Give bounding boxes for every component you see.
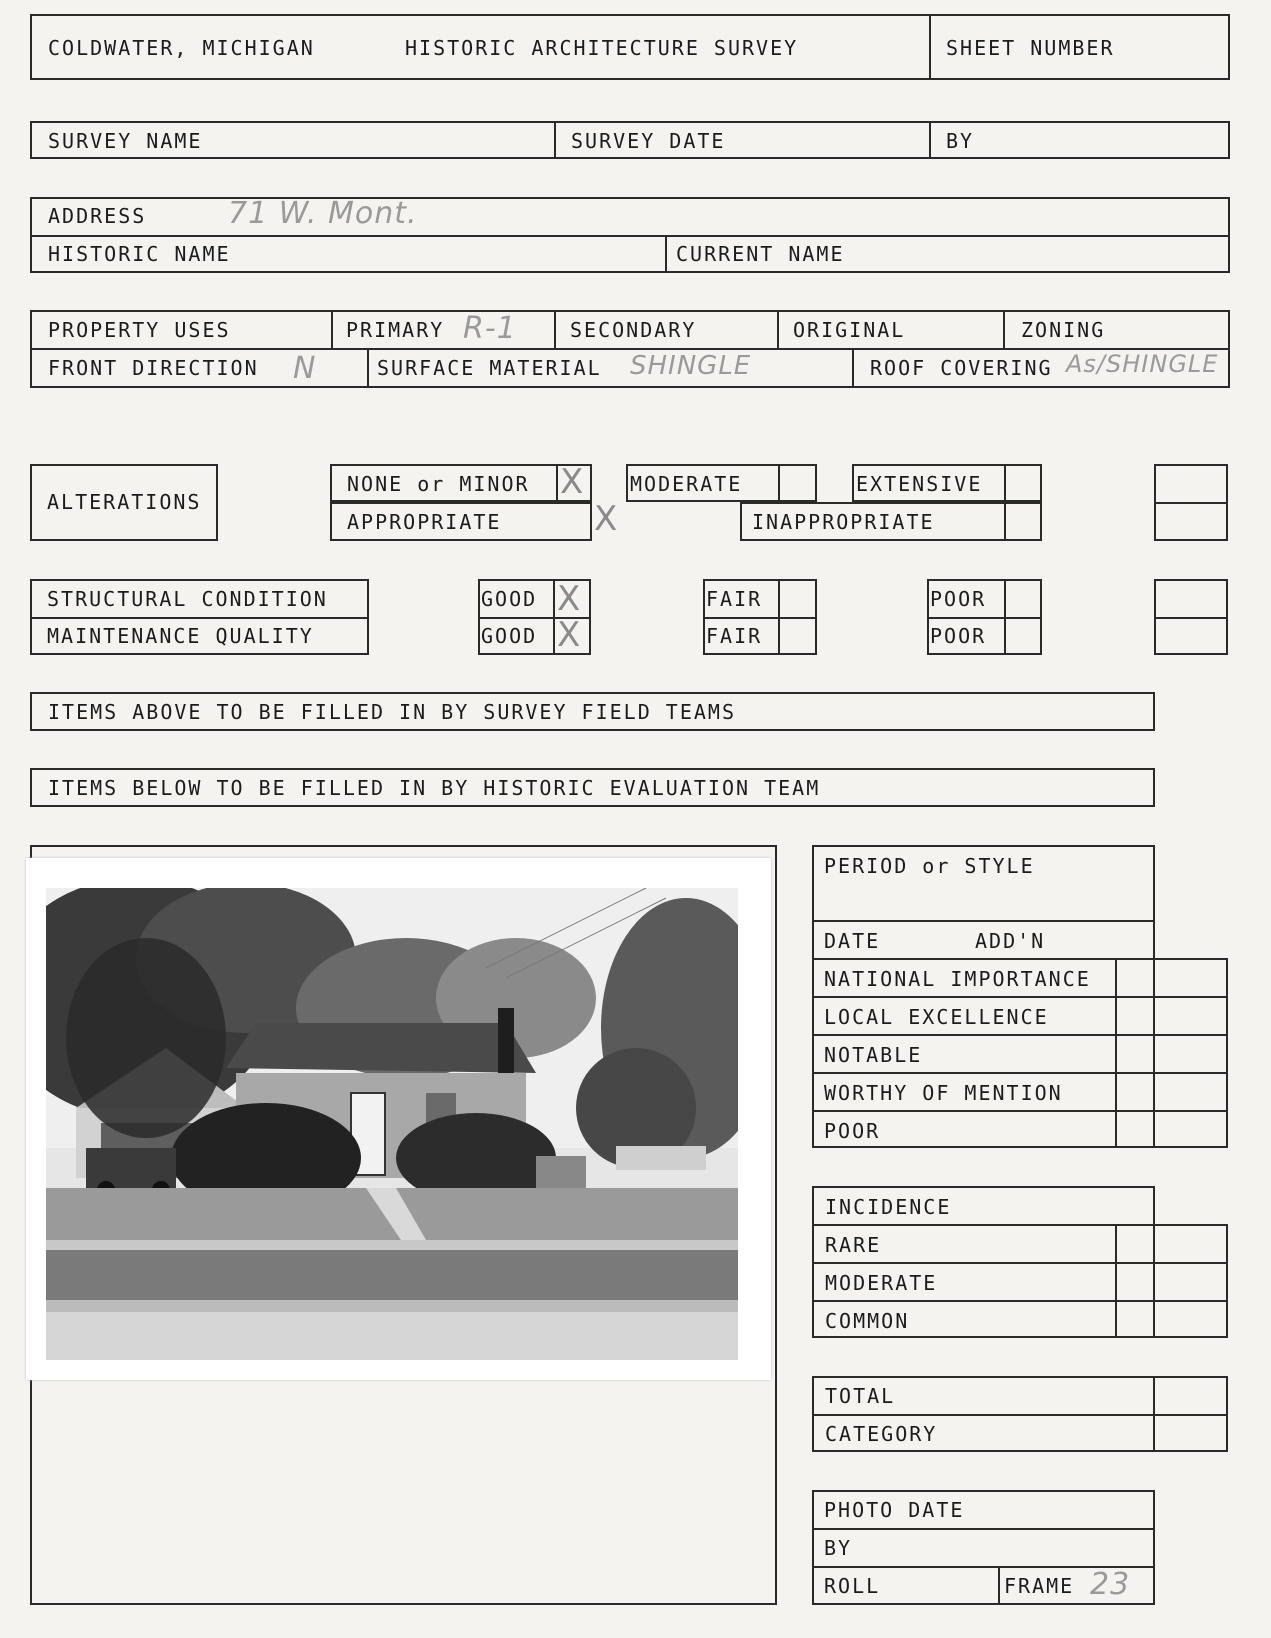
cond-good-check-div <box>553 579 555 655</box>
survey-divider-2 <box>929 121 931 159</box>
maintenance-good-label: GOOD <box>481 624 538 648</box>
total-label: TOTAL <box>825 1384 896 1408</box>
note-below: ITEMS BELOW TO BE FILLED IN BY HISTORIC EVALUATION TEAM <box>48 776 821 800</box>
current-name-label: CURRENT NAME <box>676 242 845 266</box>
national-importance-label: NATIONAL IMPORTANCE <box>824 967 1091 991</box>
property-uses-label: PROPERTY USES <box>48 318 231 342</box>
maintenance-good-check: X <box>557 615 581 655</box>
photo-info-col-divider <box>998 1566 1000 1605</box>
rare-label: RARE <box>825 1233 882 1257</box>
original-label: ORIGINAL <box>793 318 906 342</box>
photo-by-label: BY <box>824 1536 853 1560</box>
eval-addn-label: ADD'N <box>975 929 1046 953</box>
historic-name-label: HISTORIC NAME <box>48 242 231 266</box>
photo-info-div-1 <box>812 1528 1155 1530</box>
worthy-of-mention-label: WORTHY OF MENTION <box>824 1081 1063 1105</box>
roof-covering-label: ROOF COVERING <box>870 356 1053 380</box>
photo-date-label: PHOTO DATE <box>824 1498 965 1522</box>
cond-fair-check-div <box>778 579 780 655</box>
total-divider <box>812 1414 1228 1416</box>
roof-covering-value: As/SHINGLE <box>1066 350 1219 378</box>
property-row-divider <box>30 348 1230 350</box>
alt-inappropriate-label: INAPPROPRIATE <box>752 510 935 534</box>
category-label: CATEGORY <box>825 1422 938 1446</box>
cond-score-divider <box>1154 617 1228 619</box>
address-value: 71 W. Mont. <box>228 196 418 231</box>
structural-good-label: GOOD <box>481 587 538 611</box>
cond-poor-check-div <box>1004 579 1006 655</box>
eval-div-4 <box>812 1034 1228 1036</box>
inc-div-2 <box>812 1262 1228 1264</box>
alt-moderate-check-div <box>778 464 780 502</box>
property-div-4 <box>1003 310 1005 348</box>
alterations-label: ALTERATIONS <box>47 490 202 514</box>
survey-date-label: SURVEY DATE <box>571 129 726 153</box>
period-style-label: PERIOD or STYLE <box>824 854 1035 878</box>
eval-div-2 <box>812 958 1228 960</box>
sheet-number-label: SHEET NUMBER <box>946 36 1115 60</box>
eval-div-5 <box>812 1072 1228 1074</box>
alt-none-minor-label: NONE or MINOR <box>347 472 530 496</box>
frame-value: 23 <box>1090 1567 1131 1602</box>
structural-good-check: X <box>557 579 581 619</box>
eval-poor-label: POOR <box>824 1119 881 1143</box>
address-label: ADDRESS <box>48 204 147 228</box>
roll-label: ROLL <box>824 1574 881 1598</box>
eval-div-1 <box>812 920 1155 922</box>
eval-div-6 <box>812 1110 1228 1112</box>
frame-label: FRAME <box>1004 1574 1075 1598</box>
cond-fair-divider <box>703 617 817 619</box>
property-div-3 <box>777 310 779 348</box>
incidence-label: INCIDENCE <box>825 1195 952 1219</box>
property-div-2 <box>554 310 556 348</box>
address-col-divider <box>665 235 667 273</box>
alt-appropriate-check: X <box>594 499 618 539</box>
front-direction-label: FRONT DIRECTION <box>48 356 259 380</box>
condition-label-divider <box>30 617 369 619</box>
photo-mount <box>26 858 771 1380</box>
note-above: ITEMS ABOVE TO BE FILLED IN BY SURVEY FIELD TEAMS <box>48 700 737 724</box>
secondary-label: SECONDARY <box>570 318 697 342</box>
primary-value: R-1 <box>463 311 517 346</box>
inc-div-3 <box>812 1300 1228 1302</box>
zoning-label: ZONING <box>1021 318 1106 342</box>
total-col-divider <box>1153 1376 1155 1452</box>
structural-fair-label: FAIR <box>706 587 763 611</box>
alt-extensive-label: EXTENSIVE <box>856 472 983 496</box>
form-title: HISTORIC ARCHITECTURE SURVEY <box>405 36 799 60</box>
survey-name-label: SURVEY NAME <box>48 129 203 153</box>
house-photo <box>46 888 738 1360</box>
common-label: COMMON <box>825 1309 910 1333</box>
surface-material-label: SURFACE MATERIAL <box>377 356 602 380</box>
eval-div-3 <box>812 996 1228 998</box>
city-label: COLDWATER, MICHIGAN <box>48 36 315 60</box>
front-direction-value: N <box>293 351 317 386</box>
property-div-5 <box>367 348 369 388</box>
alt-none-check-div <box>556 464 558 502</box>
evaluation-score-box <box>1115 958 1228 1148</box>
structural-poor-label: POOR <box>930 587 987 611</box>
inc-div-1 <box>812 1224 1228 1226</box>
maintenance-quality-label: MAINTENANCE QUALITY <box>47 624 314 648</box>
address-row-divider <box>30 235 1230 237</box>
cond-poor-divider <box>927 617 1042 619</box>
survey-by-label: BY <box>946 129 975 153</box>
primary-label: PRIMARY <box>346 318 445 342</box>
alt-none-minor-check: X <box>560 462 584 502</box>
alt-score-divider <box>1154 502 1228 504</box>
property-div-1 <box>331 310 333 348</box>
incidence-moderate-label: MODERATE <box>825 1271 938 1295</box>
house-photo-image <box>46 888 738 1360</box>
maintenance-fair-label: FAIR <box>706 624 763 648</box>
incidence-score-box <box>1115 1224 1228 1338</box>
header-divider <box>929 14 931 80</box>
maintenance-poor-label: POOR <box>930 624 987 648</box>
local-excellence-label: LOCAL EXCELLENCE <box>824 1005 1049 1029</box>
survey-divider-1 <box>554 121 556 159</box>
structural-condition-label: STRUCTURAL CONDITION <box>47 587 328 611</box>
notable-label: NOTABLE <box>824 1043 923 1067</box>
property-div-6 <box>852 348 854 388</box>
eval-date-label: DATE <box>824 929 881 953</box>
alt-appropriate-label: APPROPRIATE <box>347 510 502 534</box>
alt-moderate-label: MODERATE <box>630 472 743 496</box>
surface-material-value: SHINGLE <box>630 351 752 381</box>
